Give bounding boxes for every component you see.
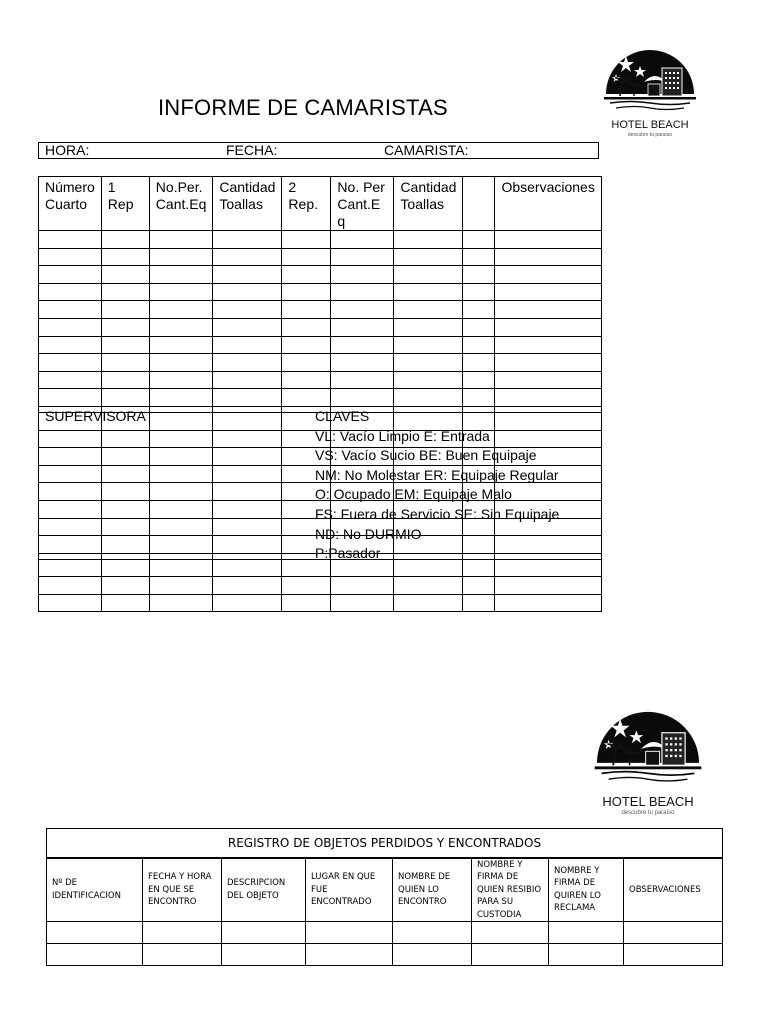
table-row: [39, 301, 602, 319]
logo-tagline: descubre tu paraíso: [621, 810, 675, 816]
registro-title: REGISTRO DE OBJETOS PERDIDOS Y ENCONTRADOS: [47, 829, 723, 858]
table-row: [47, 944, 723, 966]
clave-line: O: Ocupado EM: Equipaje Malo: [315, 486, 512, 503]
hotel-beach-emblem-icon: [600, 44, 700, 120]
column-header: DESCRIPCION DEL OBJETO: [222, 858, 306, 922]
hotel-beach-logo-bottom: [590, 704, 706, 820]
column-header: [463, 177, 495, 231]
table-row: [39, 248, 602, 266]
registro-title-row: [47, 829, 723, 858]
table-row: [39, 231, 602, 249]
registro-table: [46, 828, 723, 966]
column-header: NOMBRE DE QUIEN LO ENCONTRO: [393, 858, 472, 922]
column-header: Nº DE IDENTIFICACION: [47, 858, 143, 922]
clave-line: NM: No Molestar ER: Equipaje Regular: [315, 466, 559, 483]
column-header: Observaciones: [495, 177, 602, 231]
column-header: Cantidad Toallas: [394, 177, 463, 231]
table-row: [39, 266, 602, 284]
column-header: No.Per. Cant.Eq: [149, 177, 213, 231]
clave-line: P:Pasador: [315, 545, 381, 562]
claves-legend: [315, 408, 559, 565]
column-header: FECHA Y HORA EN QUE SE ENCONTRO: [143, 858, 222, 922]
column-header: LUGAR EN QUE FUE ENCONTRADO: [306, 858, 393, 922]
clave-line: FS: Fuera de Servicio SE: Sin Equipaje: [315, 505, 560, 522]
clave-line: VS: Vacío Sucio BE: Buen Equipaje: [315, 447, 537, 464]
column-header: OBSERVACIONES: [624, 858, 723, 922]
camarista-label: CAMARISTA:: [384, 142, 469, 158]
page-title: INFORME DE CAMARISTAS: [158, 95, 448, 120]
logo-tagline: descubre tu paraíso: [627, 132, 673, 138]
column-header: Número Cuarto: [39, 177, 102, 231]
column-header: 1 Rep: [101, 177, 149, 231]
table-row: [39, 577, 602, 595]
column-header: NOMBRE Y FIRMA DE QUIREN LO RECLAMA: [549, 858, 624, 922]
hora-label: HORA:: [45, 142, 90, 158]
logo-name: HOTEL BEACH: [611, 119, 689, 131]
table-row: [39, 336, 602, 354]
column-header: Cantidad Toallas: [213, 177, 282, 231]
table-row: [39, 354, 602, 372]
column-header: NOMBRE Y FIRMA DE QUIEN RESIBIO PARA SU CUSTODIA: [472, 858, 549, 922]
table-row: [39, 283, 602, 301]
table-header-row: [39, 177, 602, 231]
supervisora-label: SUPERVISORA: [45, 408, 146, 424]
clave-line: ND: No DURMIO: [315, 525, 422, 542]
fecha-label: FECHA:: [226, 142, 278, 158]
table-row: [39, 371, 602, 389]
table-row: [39, 389, 602, 407]
registro-header-row: [47, 858, 723, 922]
logo-name: HOTEL BEACH: [602, 794, 694, 809]
column-header: No. Per Cant.E q: [331, 177, 394, 231]
table-row: [47, 922, 723, 944]
hotel-beach-logo-top: [600, 44, 700, 140]
hotel-beach-emblem-icon: [590, 704, 706, 794]
table-row: [39, 594, 602, 612]
table-row: [39, 318, 602, 336]
header-fields: [38, 142, 599, 159]
clave-line: VL: Vacío Limpio E: Entrada: [315, 427, 490, 444]
claves-title: CLAVES: [315, 408, 370, 424]
column-header: 2 Rep.: [282, 177, 331, 231]
